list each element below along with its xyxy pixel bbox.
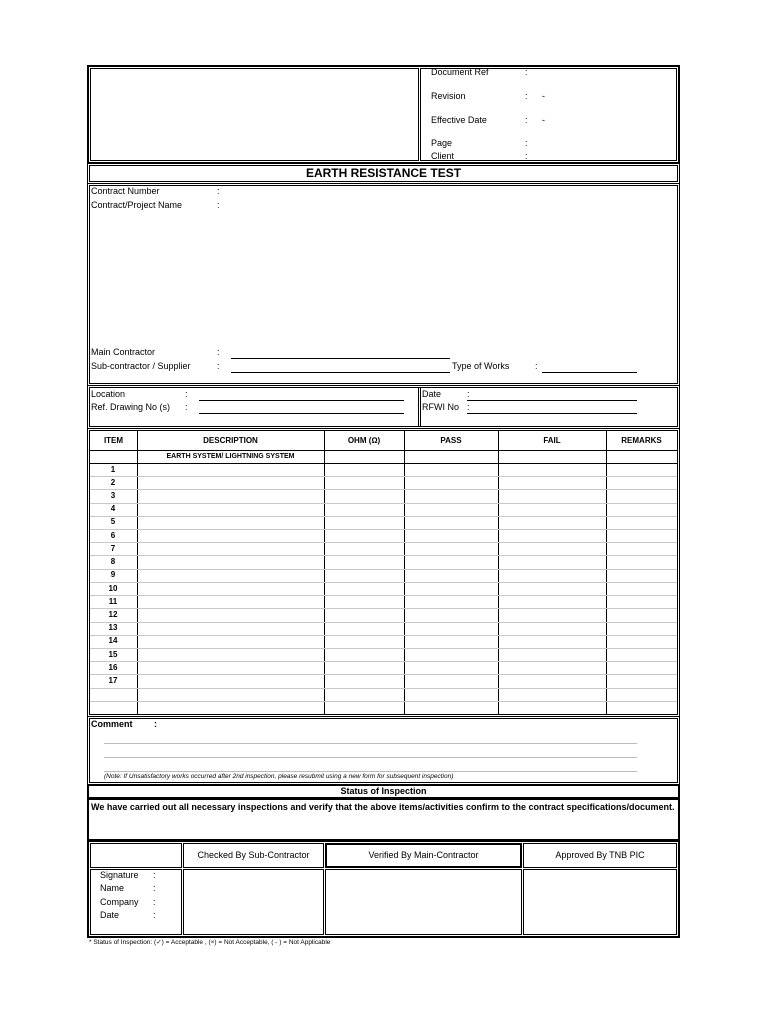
rfwi-label: RFWI No bbox=[422, 402, 459, 412]
status-heading: Status of Inspection bbox=[340, 786, 427, 796]
signoff-field-company: Company bbox=[100, 897, 139, 907]
comment-line[interactable] bbox=[104, 757, 637, 758]
row-divider bbox=[90, 701, 677, 702]
table-row-item-number: 12 bbox=[108, 609, 118, 619]
table-row-item-number: 9 bbox=[110, 570, 116, 580]
signoff-field-name: Name bbox=[100, 883, 125, 893]
items-table-inner bbox=[90, 431, 677, 714]
row-divider bbox=[90, 622, 677, 623]
main-contractor-field[interactable] bbox=[231, 358, 450, 359]
contract-section bbox=[87, 183, 680, 386]
col-header-ohm: OHM (Ω) bbox=[347, 436, 381, 445]
subcontractor-field[interactable] bbox=[231, 372, 450, 373]
row-divider bbox=[90, 595, 677, 596]
table-row-item-number: 1 bbox=[110, 464, 116, 474]
header-rule bbox=[90, 450, 677, 451]
row-divider bbox=[90, 688, 677, 689]
signoff-cell-main[interactable] bbox=[325, 869, 522, 935]
footnote: * Status of Inspection: (✓) = Acceptable , (×) = Not Acceptable, ( - ) = Not Applicable bbox=[89, 939, 331, 946]
date-sep: : bbox=[467, 389, 470, 399]
meta-sep-client: : bbox=[525, 151, 528, 161]
table-row-item-number: 14 bbox=[108, 636, 118, 646]
signoff-field-signature: Signature bbox=[100, 870, 139, 880]
table-rows bbox=[90, 463, 677, 714]
page-title: EARTH RESISTANCE TEST bbox=[305, 166, 462, 180]
meta-sep-page: : bbox=[525, 138, 528, 148]
type-of-works-label: Type of Works bbox=[452, 361, 510, 371]
meta-label-document-ref: Document Ref bbox=[431, 67, 489, 77]
location-field[interactable] bbox=[199, 400, 404, 401]
status-statement: We have carried out all necessary inspections and verify that the above items/activities confirm to the contract specifications/document. bbox=[91, 802, 675, 812]
comment-label: Comment bbox=[91, 719, 133, 729]
col-header-description: DESCRIPTION bbox=[203, 436, 258, 445]
meta-sep-revision: : bbox=[525, 91, 528, 101]
subcontractor-sep: : bbox=[217, 361, 220, 371]
col-header-item: ITEM bbox=[103, 436, 124, 445]
row-divider bbox=[90, 582, 677, 583]
date-field[interactable] bbox=[467, 400, 637, 401]
row-divider bbox=[90, 542, 677, 543]
table-row-item-number: 10 bbox=[108, 583, 118, 593]
row-divider bbox=[90, 608, 677, 609]
table-row-item-number: 17 bbox=[108, 675, 118, 685]
meta-value-effective-date: - bbox=[542, 115, 545, 125]
ref-drawing-label: Ref. Drawing No (s) bbox=[91, 402, 171, 412]
col-header-remarks: REMARKS bbox=[621, 436, 662, 445]
location-label: Location bbox=[91, 389, 126, 399]
type-of-works-field[interactable] bbox=[542, 372, 637, 373]
row-divider bbox=[90, 503, 677, 504]
logo-area bbox=[90, 68, 419, 161]
main-contractor-label: Main Contractor bbox=[91, 347, 156, 357]
items-table bbox=[87, 428, 680, 717]
table-row-item-number: 16 bbox=[108, 662, 118, 672]
ref-drawing-field[interactable] bbox=[199, 413, 404, 414]
main-contractor-sep: : bbox=[217, 347, 220, 357]
contract-project-label: Contract/Project Name bbox=[91, 200, 183, 210]
rfwi-field[interactable] bbox=[467, 413, 637, 414]
table-row-item-number: 8 bbox=[110, 557, 116, 567]
signoff-cell-sub[interactable] bbox=[183, 869, 324, 935]
table-row-item-number: 4 bbox=[110, 504, 116, 514]
meta-label-client: Client bbox=[431, 151, 455, 161]
signoff-sep: : bbox=[153, 870, 156, 880]
type-of-works-sep: : bbox=[535, 361, 538, 371]
col-header-fail: FAIL bbox=[543, 436, 561, 445]
row-divider bbox=[90, 529, 677, 530]
signoff-col-sub: Checked By Sub-Contractor bbox=[197, 850, 310, 860]
table-row-item-number: 5 bbox=[110, 517, 116, 527]
contract-number-label: Contract Number bbox=[91, 186, 160, 196]
signoff-col-tnb: Approved By TNB PIC bbox=[555, 850, 645, 860]
signoff-field-header bbox=[90, 843, 182, 868]
comment-note: (Note: If Unsatisfactory works occurred after 2nd inspection, please resubmit using a new form for subsequent inspection) bbox=[104, 773, 454, 780]
signoff-sep: : bbox=[153, 910, 156, 920]
meta-label-effective-date: Effective Date bbox=[431, 115, 487, 125]
date-label: Date bbox=[422, 389, 442, 399]
row-divider bbox=[90, 661, 677, 662]
row-divider bbox=[90, 476, 677, 477]
table-row-item-number: 3 bbox=[110, 491, 116, 501]
col-header-pass: PASS bbox=[440, 436, 462, 445]
location-section bbox=[87, 385, 680, 429]
location-divider bbox=[418, 387, 421, 427]
row-divider bbox=[90, 489, 677, 490]
row-divider bbox=[90, 555, 677, 556]
meta-label-page: Page bbox=[431, 138, 453, 148]
rfwi-sep: : bbox=[467, 402, 470, 412]
signoff-sep: : bbox=[153, 897, 156, 907]
comment-line[interactable] bbox=[104, 771, 637, 772]
table-row-item-number: 6 bbox=[110, 530, 116, 540]
comment-line[interactable] bbox=[104, 743, 637, 744]
contract-project-sep: : bbox=[217, 200, 220, 210]
meta-sep-document-ref: : bbox=[525, 67, 528, 77]
table-row-item-number: 2 bbox=[110, 477, 116, 487]
meta-label-revision: Revision bbox=[431, 91, 466, 101]
section-label: EARTH SYSTEM/ LIGHTNING SYSTEM bbox=[166, 453, 295, 460]
comment-sep: : bbox=[154, 719, 157, 729]
signoff-field-date: Date bbox=[100, 910, 120, 920]
table-row-item-number: 11 bbox=[108, 596, 118, 606]
location-sep: : bbox=[185, 389, 188, 399]
contract-number-sep: : bbox=[217, 186, 220, 196]
row-divider bbox=[90, 569, 677, 570]
row-divider bbox=[90, 516, 677, 517]
table-row-item-number: 15 bbox=[108, 649, 118, 659]
row-divider bbox=[90, 635, 677, 636]
row-divider bbox=[90, 648, 677, 649]
meta-sep-effective-date: : bbox=[525, 115, 528, 125]
signoff-col-main: Verified By Main-Contractor bbox=[368, 850, 479, 860]
signoff-sep: : bbox=[153, 883, 156, 893]
meta-value-revision: - bbox=[542, 91, 545, 101]
row-divider bbox=[90, 674, 677, 675]
signoff-cell-tnb[interactable] bbox=[523, 869, 677, 935]
ref-drawing-sep: : bbox=[185, 402, 188, 412]
subcontractor-label: Sub-contractor / Supplier bbox=[91, 361, 191, 371]
table-row-item-number: 13 bbox=[108, 623, 118, 633]
table-row-item-number: 7 bbox=[110, 543, 116, 553]
